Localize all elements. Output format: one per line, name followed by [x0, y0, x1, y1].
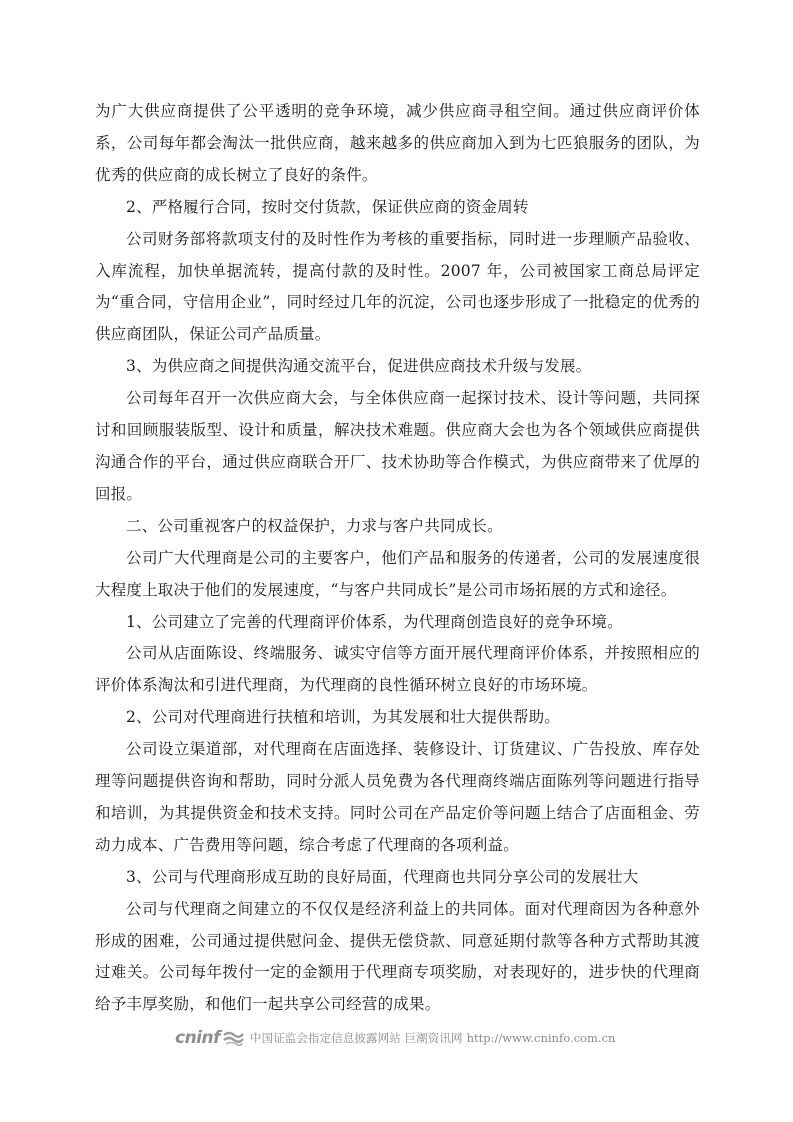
logo-text: cninf	[175, 1028, 221, 1048]
paragraph-4: 3、为供应商之间提供沟通交流平台，促进供应商技术升级与发展。	[126, 357, 592, 376]
paragraph-7: 公司广大代理商是公司的主要客户，他们产品和服务的传递者，公司的发展速度很大程度上取决于他们的发展速度，“与客户共同成长”是公司市场拓展的方式和途径。	[95, 548, 700, 599]
paragraph-2: 2、严格履行合同，按时交付货款，保证供应商的资金周转	[126, 197, 529, 216]
paragraph-12: 3、公司与代理商形成互助的良好局面，代理商也共同分享公司的发展壮大	[126, 867, 639, 886]
paragraph-3: 公司财务部将款项支付的及时性作为考核的重要指标，同时进一步理顺产品验收、入库流程，加快单据流转，提高付款的及时性。2007 年，公司被国家工商总局评定为“重合同，守信用企业”，同时经过几年的沉淀，公司也逐步形成了一批稳定的优秀的供应商团队，保证公司产品质量。	[95, 229, 700, 344]
paragraph-6: 二、公司重视客户的权益保护，力求与客户共同成长。	[126, 516, 503, 535]
page-footer	[175, 1026, 615, 1050]
cninfo-wave-icon	[222, 1030, 244, 1046]
document-body	[95, 96, 700, 1021]
paragraph-1: 为广大供应商提供了公平透明的竞争环境，减少供应商寻租空间。通过供应商评价体系，公司每年都会淘汰一批供应商，越来越多的供应商加入到为七匹狼服务的团队，为优秀的供应商的成长树立了良好的条件。	[95, 102, 700, 184]
paragraph-13: 公司与代理商之间建立的不仅仅是经济利益上的共同体。面对代理商因为各种意外形成的困难，公司通过提供慰问金、提供无偿贷款、同意延期付款等各种方式帮助其渡过难关。公司每年拨付一定的金额用于代理商专项奖励，对表现好的，进步快的代理商给予丰厚奖励，和他们一起共享公司经营的成果。	[95, 899, 700, 1014]
footer-url[interactable]: http://www.cninfo.com.cn	[466, 1031, 616, 1045]
paragraph-8: 1、公司建立了完善的代理商评价体系，为代理商创造良好的竞争环境。	[126, 612, 623, 631]
paragraph-10: 2、公司对代理商进行扶植和培训，为其发展和壮大提供帮助。	[126, 708, 560, 727]
cninfo-logo	[175, 1028, 244, 1048]
paragraph-5: 公司每年召开一次供应商大会，与全体供应商一起探讨技术、设计等问题，共同探讨和回顾服装版型、设计和质量，解决技术难题。供应商大会也为各个领域供应商提供沟通合作的平台，通过供应商联合开厂、技术协助等合作模式，为供应商带来了优厚的回报。	[95, 389, 700, 503]
footer-site-text: 中国证监会指定信息披露网站 巨潮资讯网	[250, 1031, 463, 1045]
paragraph-11: 公司设立渠道部，对代理商在店面选择、装修设计、订货建议、广告投放、库存处理等问题提供咨询和帮助，同时分派人员免费为各代理商终端店面陈列等问题进行指导和培训，为其提供资金和技术支持。同时公司在产品定价等问题上结合了店面租金、劳动力成本、广告费用等问题，综合考虑了代理商的各项利益。	[95, 740, 700, 854]
paragraph-9: 公司从店面陈设、终端服务、诚实守信等方面开展代理商评价体系，并按照相应的评价体系淘汰和引进代理商，为代理商的良性循环树立良好的市场环境。	[95, 644, 700, 695]
